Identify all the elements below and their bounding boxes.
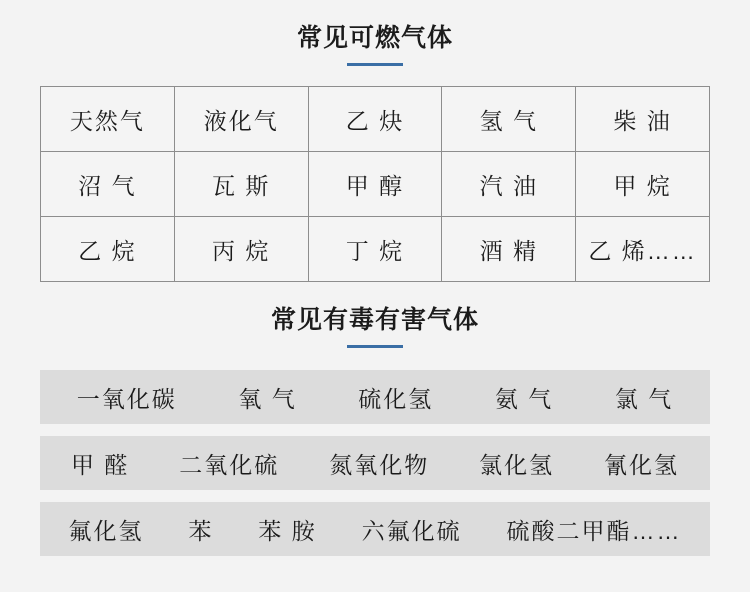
toxic-gas-name: 氰化氢: [604, 451, 680, 478]
toxic-section-title: 常见有毒有害气体: [270, 306, 479, 334]
table-row: [41, 217, 710, 282]
table-cell: 酒 精: [442, 217, 576, 282]
toxic-title-underline: [347, 345, 403, 348]
toxic-gas-list: [40, 370, 710, 556]
toxic-gas-name: 硫化氢: [358, 385, 434, 412]
list-item: [40, 436, 710, 490]
table-cell: 沼 气: [41, 152, 175, 217]
toxic-gas-name: 氮氧化物: [329, 451, 430, 478]
toxic-gas-name: 二氧化硫: [179, 451, 280, 478]
table-cell: 柴 油: [576, 87, 710, 152]
flammable-title-underline: [347, 63, 403, 66]
toxic-gas-name: 苯: [188, 517, 214, 544]
toxic-gas-name: 氨 气: [494, 385, 554, 412]
list-item: [40, 370, 710, 424]
table-row: [41, 152, 710, 217]
table-cell: 丙 烷: [174, 217, 308, 282]
table-cell: 丁 烷: [308, 217, 442, 282]
table-cell: 液化气: [174, 87, 308, 152]
table-cell: 乙 烷: [41, 217, 175, 282]
toxic-gas-name: 一氧化碳: [76, 385, 177, 412]
flammable-gas-table: [40, 86, 710, 282]
flammable-section-title: 常见可燃气体: [296, 24, 453, 52]
table-cell: 甲 醇: [308, 152, 442, 217]
toxic-gas-name: 氧 气: [238, 385, 297, 412]
toxic-gas-name: 甲 醛: [70, 451, 130, 478]
toxic-gas-name: 六氟化硫: [361, 517, 462, 544]
table-cell: 天然气: [41, 87, 175, 152]
toxic-gas-name: 氯 气: [614, 385, 674, 412]
table-cell: 乙 烯……: [576, 217, 710, 282]
list-item: [40, 502, 710, 556]
table-cell: 氢 气: [442, 87, 576, 152]
toxic-gas-name: 硫酸二甲酯……: [506, 517, 682, 544]
toxic-gas-name: 苯 胺: [258, 517, 317, 544]
table-cell: 瓦 斯: [174, 152, 308, 217]
table-cell: 甲 烷: [576, 152, 710, 217]
table-row: [41, 87, 710, 152]
table-cell: 乙 炔: [308, 87, 442, 152]
table-cell: 汽 油: [442, 152, 576, 217]
toxic-gas-name: 氟化氢: [68, 517, 144, 544]
toxic-gas-name: 氯化氢: [479, 451, 555, 478]
